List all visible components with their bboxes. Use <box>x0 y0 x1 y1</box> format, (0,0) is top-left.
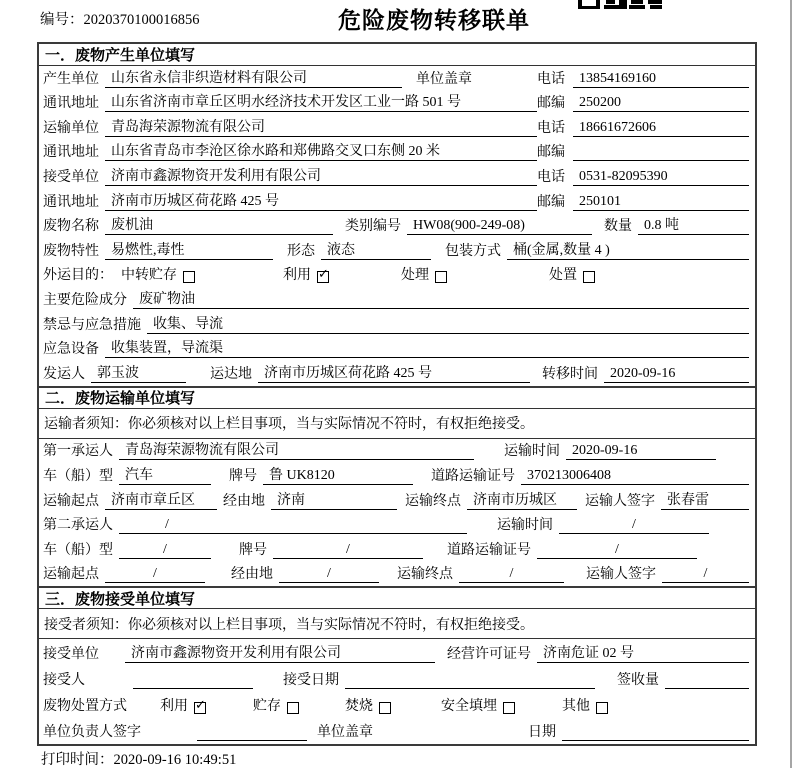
hazard-row <box>39 287 755 312</box>
route2-sign-value: / <box>662 566 749 583</box>
transporter-label: 运输单位 <box>43 120 99 136</box>
route2-row <box>39 562 755 587</box>
vehicle2-row <box>39 537 755 562</box>
waste-form-value: 液态 <box>321 239 431 260</box>
route2-start-value: / <box>105 566 205 583</box>
route2-start-label: 运输起点 <box>43 567 99 583</box>
accept-person-value <box>133 672 253 689</box>
page-title: 危险废物转移联单 <box>338 7 530 33</box>
date-label: 日期 <box>528 725 556 741</box>
receiver-address-value: 济南市历城区荷花路 425 号 <box>105 190 537 211</box>
receiver-row <box>39 164 755 189</box>
road-license2-label: 道路运输证号 <box>447 542 531 558</box>
receiver-zip-value: 250101 <box>573 194 749 211</box>
producer-address-row <box>39 91 755 116</box>
waste-name-value: 废机油 <box>105 214 333 235</box>
waste-category-label: 类别编号 <box>345 219 401 235</box>
equipment-row <box>39 337 755 362</box>
route1-via-label: 经由地 <box>223 493 265 509</box>
purpose-option-utilize: 利用 ✓ <box>283 264 329 284</box>
producer-value: 山东省永信非织造材料有限公司 <box>105 67 402 88</box>
purpose-row <box>39 263 755 288</box>
producer-phone-value: 13854169160 <box>573 71 749 88</box>
serial-label: 编号： <box>40 12 84 28</box>
vehicle2-value: / <box>119 542 211 559</box>
receiver-label: 接受单位 <box>43 169 99 185</box>
print-time-value: 2020-09-16 10:49:51 <box>113 752 237 768</box>
producer-phone-label: 电话 <box>537 71 565 87</box>
producer-label: 产生单位 <box>43 71 99 87</box>
transporter-phone-value: 18661672606 <box>573 120 749 137</box>
dispose-checkbox <box>583 271 595 283</box>
carrier1-label: 第一承运人 <box>43 444 113 460</box>
disposal-option-utilize: 利用 ✓ <box>160 695 206 715</box>
route1-end-label: 运输终点 <box>405 493 461 509</box>
section2-heading: 二．废物运输单位填写 <box>39 386 755 409</box>
accept-unit-label: 接受单位 <box>43 646 99 662</box>
waste-traits-label: 废物特性 <box>43 243 99 259</box>
signed-qty-value <box>665 672 749 689</box>
vehicle1-label: 车（船）型 <box>43 468 113 484</box>
disposal-utilize-checkbox <box>194 702 206 714</box>
carrier2-label: 第二承运人 <box>43 518 113 534</box>
receiver-phone-value: 0531-82095390 <box>573 169 749 186</box>
transport-time2-value: / <box>559 517 709 534</box>
serial-number-line <box>40 8 200 29</box>
operating-license-label: 经营许可证号 <box>447 646 531 662</box>
signed-qty-label: 签收量 <box>617 672 659 688</box>
accept-unit-row <box>39 639 755 665</box>
receiver-address-row <box>39 189 755 214</box>
producer-zip-value: 250200 <box>573 95 749 112</box>
disposal-option-incinerate: 焚烧 <box>345 695 391 715</box>
transporter-zip-value <box>573 144 749 161</box>
accept-unit-value: 济南市鑫源物资开发利用有限公司 <box>125 642 435 663</box>
measures-label: 禁忌与应急措施 <box>43 317 141 333</box>
transfer-storage-checkbox <box>183 271 195 283</box>
responsible-sign-label: 单位负责人签字 <box>43 725 141 741</box>
hazard-label: 主要危险成分 <box>43 292 127 308</box>
measures-row <box>39 312 755 337</box>
disposal-store-checkbox <box>287 702 299 714</box>
disposal-option-landfill: 安全填埋 <box>441 695 515 715</box>
waste-traits-value: 易燃性,毒性 <box>105 239 273 260</box>
vehicle1-row <box>39 463 755 488</box>
print-time-line <box>41 748 236 769</box>
packaging-label: 包装方式 <box>445 243 501 259</box>
destination-value: 济南市历城区荷花路 425 号 <box>258 362 530 383</box>
route1-sign-label: 运输人签字 <box>585 493 655 509</box>
waste-name-row <box>39 214 755 239</box>
operating-license-value: 济南危证 02 号 <box>537 642 749 663</box>
road-license1-value: 370213006408 <box>521 468 749 485</box>
transporter-notice: 运输者须知：你必须核对以上栏目事项，当与实际情况不符时，有权拒绝接受。 <box>39 409 755 439</box>
packaging-value: 桶(金属,数量 4 ) <box>507 239 749 260</box>
waste-traits-row <box>39 238 755 263</box>
waste-name-label: 废物名称 <box>43 219 99 235</box>
producer-zip-label: 邮编 <box>537 96 565 112</box>
plate1-value: 鲁 UK8120 <box>263 464 413 485</box>
qr-code-fragment-icon <box>578 0 664 9</box>
carrier2-row <box>39 513 755 538</box>
transporter-address-value: 山东省青岛市李沧区徐水路和郑佛路交叉口东侧 20 米 <box>105 140 537 161</box>
route1-sign-value: 张春雷 <box>661 489 749 510</box>
disposal-other-checkbox <box>596 702 608 714</box>
route1-end-value: 济南市历城区 <box>467 489 577 510</box>
transport-time1-label: 运输时间 <box>504 444 560 460</box>
receiver-address-label: 通讯地址 <box>43 194 99 210</box>
road-license1-label: 道路运输证号 <box>431 468 515 484</box>
plate2-value: / <box>273 542 423 559</box>
transfer-time-value: 2020-09-16 <box>604 366 749 383</box>
disposal-incinerate-checkbox <box>379 702 391 714</box>
disposal-label: 废物处置方式 <box>43 699 127 715</box>
responsible-sign-value <box>197 724 307 741</box>
route2-sign-label: 运输人签字 <box>586 567 656 583</box>
transport-time2-label: 运输时间 <box>497 518 553 534</box>
disposal-option-other: 其他 <box>562 695 608 715</box>
signoff-row <box>39 718 755 744</box>
route2-end-value: / <box>459 566 564 583</box>
transporter-address-label: 通讯地址 <box>43 145 99 161</box>
receiver-value: 济南市鑫源物资开发利用有限公司 <box>105 165 537 186</box>
transfer-time-label: 转移时间 <box>542 366 598 382</box>
route1-row <box>39 488 755 513</box>
measures-value: 收集、导流 <box>147 313 749 334</box>
receiver-notice: 接受者须知：你必须核对以上栏目事项，当与实际情况不符时，有权拒绝接受。 <box>39 609 755 639</box>
disposal-row <box>39 692 755 718</box>
transporter-row <box>39 115 755 140</box>
section1-heading: 一．废物产生单位填写 <box>39 44 755 66</box>
purpose-option-treat: 处理 <box>401 264 447 284</box>
transporter-address-row <box>39 140 755 165</box>
purpose-option-transfer-storage: 中转贮存 <box>121 264 195 284</box>
plate1-label: 牌号 <box>229 468 257 484</box>
waste-qty-value: 0.8 吨 <box>638 214 749 235</box>
date-value <box>562 724 749 741</box>
producer-address-value: 山东省济南市章丘区明水经济技术开发区工业一路 501 号 <box>105 91 537 112</box>
waste-form-label: 形态 <box>287 243 315 259</box>
accept-person-label: 接受人 <box>43 672 85 688</box>
vehicle1-value: 汽车 <box>119 464 211 485</box>
route1-via-value: 济南 <box>271 489 397 510</box>
shipper-value: 郭玉波 <box>91 362 186 383</box>
print-time-label: 打印时间： <box>41 752 114 768</box>
purpose-option-dispose: 处置 <box>549 264 595 284</box>
route2-via-label: 经由地 <box>231 567 273 583</box>
equipment-label: 应急设备 <box>43 342 99 358</box>
road-license2-value: / <box>537 542 697 559</box>
utilize-checkbox <box>317 271 329 283</box>
section3-heading: 三．废物接受单位填写 <box>39 586 755 609</box>
carrier2-value: / <box>119 517 467 534</box>
page-edge-divider <box>790 0 792 768</box>
transporter-phone-label: 电话 <box>537 120 565 136</box>
stamp-label: 单位盖章 <box>416 71 472 87</box>
equipment-value: 收集装置，导流渠 <box>105 337 749 358</box>
carrier1-value: 青岛海荣源物流有限公司 <box>119 439 474 460</box>
transport-time1-value: 2020-09-16 <box>566 443 716 460</box>
waste-qty-label: 数量 <box>604 219 632 235</box>
receiver-phone-label: 电话 <box>537 169 565 185</box>
route1-start-value: 济南市章丘区 <box>105 489 217 510</box>
accept-date-label: 接受日期 <box>283 672 339 688</box>
carrier1-row <box>39 439 755 464</box>
transporter-value: 青岛海荣源物流有限公司 <box>105 116 537 137</box>
transporter-zip-label: 邮编 <box>537 145 565 161</box>
unit-stamp-label: 单位盖章 <box>317 725 373 741</box>
disposal-landfill-checkbox <box>503 702 515 714</box>
plate2-label: 牌号 <box>239 542 267 558</box>
shipper-label: 发运人 <box>43 366 85 382</box>
accept-date-value <box>345 672 595 689</box>
vehicle2-label: 车（船）型 <box>43 542 113 558</box>
producer-row <box>39 66 755 91</box>
disposal-option-store: 贮存 <box>253 695 299 715</box>
transfer-manifest-form <box>37 42 757 746</box>
dispatch-row <box>39 361 755 386</box>
hazard-value: 废矿物油 <box>133 288 749 309</box>
treat-checkbox <box>435 271 447 283</box>
route2-end-label: 运输终点 <box>397 567 453 583</box>
serial-value: 2020370100016856 <box>83 12 200 28</box>
purpose-label: 外运目的： <box>43 268 113 284</box>
route1-start-label: 运输起点 <box>43 493 99 509</box>
destination-label: 运达地 <box>210 366 252 382</box>
receiver-zip-label: 邮编 <box>537 194 565 210</box>
waste-category-value: HW08(900-249-08) <box>407 218 592 235</box>
accept-person-row <box>39 666 755 692</box>
producer-address-label: 通讯地址 <box>43 96 99 112</box>
route2-via-value: / <box>279 566 379 583</box>
